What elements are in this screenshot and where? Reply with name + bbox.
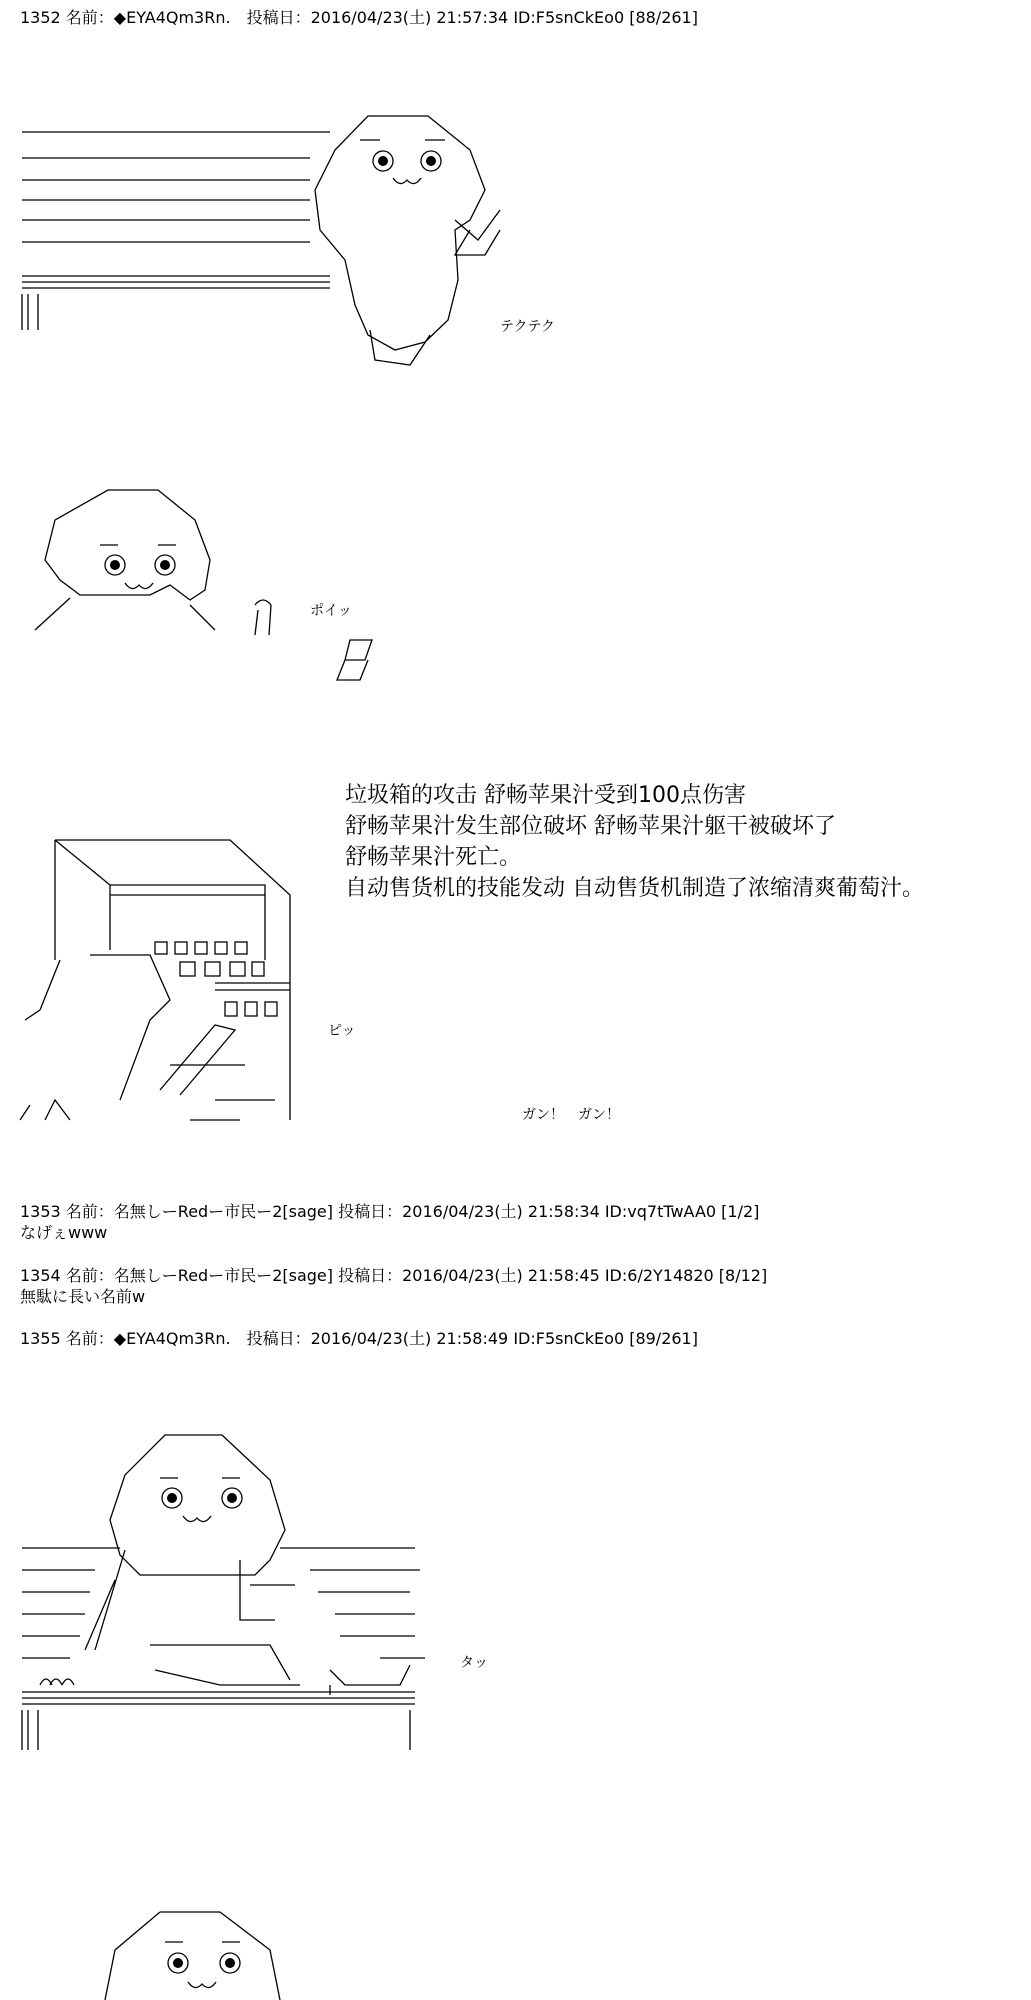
character-sitting-art (40, 1435, 410, 1695)
sfx-pi: ピッ (328, 1023, 356, 1039)
narration-line: 自动售货机的技能发动 自动售货机制造了浓缩清爽葡萄汁。 (345, 876, 924, 901)
sfx-tekuteku: テクテク (500, 319, 555, 335)
post-1352-header: 1352 名前：◆EYA4Qm3Rn. 投稿日：2016/04/23(土) 21:57:34 ID:F5snCkEo0 [88/261] (20, 8, 698, 27)
ascii-art-head (0, 1900, 1031, 2000)
sfx-gan: ガン！ ガン！ (522, 1107, 620, 1123)
vending-machine-art (20, 840, 290, 1120)
sfx-ta: タッ (460, 1655, 488, 1671)
ascii-art-throw (0, 480, 1031, 700)
narration-line: 舒畅苹果汁发生部位破坏 舒畅苹果汁躯干被破坏了 (345, 814, 836, 839)
post-1353-body: なげぇwww (20, 1223, 108, 1242)
bench-art (22, 132, 330, 330)
post-1354-header: 1354 名前：名無しーRedー市民ー2[sage] 投稿日：2016/04/23(土) 21:58:45 ID:6/2Y14820 [8/12] (20, 1266, 768, 1285)
character-walking-art (315, 116, 500, 365)
character-throwing-art (35, 490, 372, 680)
post-1355-header: 1355 名前：◆EYA4Qm3Rn. 投稿日：2016/04/23(土) 21:58:49 ID:F5snCkEo0 [89/261] (20, 1329, 698, 1348)
narration-block (345, 780, 924, 904)
narration-line: 垃圾箱的攻击 舒畅苹果汁受到100点伤害 (345, 783, 746, 808)
post-1353-header: 1353 名前：名無しーRedー市民ー2[sage] 投稿日：2016/04/23(土) 21:58:34 ID:vq7tTwAA0 [1/2] (20, 1202, 760, 1221)
narration-line: 舒畅苹果汁死亡。 (345, 845, 522, 870)
ascii-art-bench-sit (0, 1420, 1031, 1760)
character-head-art (105, 1912, 280, 2000)
sfx-poi: ポイッ (310, 603, 352, 619)
bench-art (22, 1548, 425, 1750)
post-1354-body: 無駄に長い名前w (20, 1287, 146, 1306)
